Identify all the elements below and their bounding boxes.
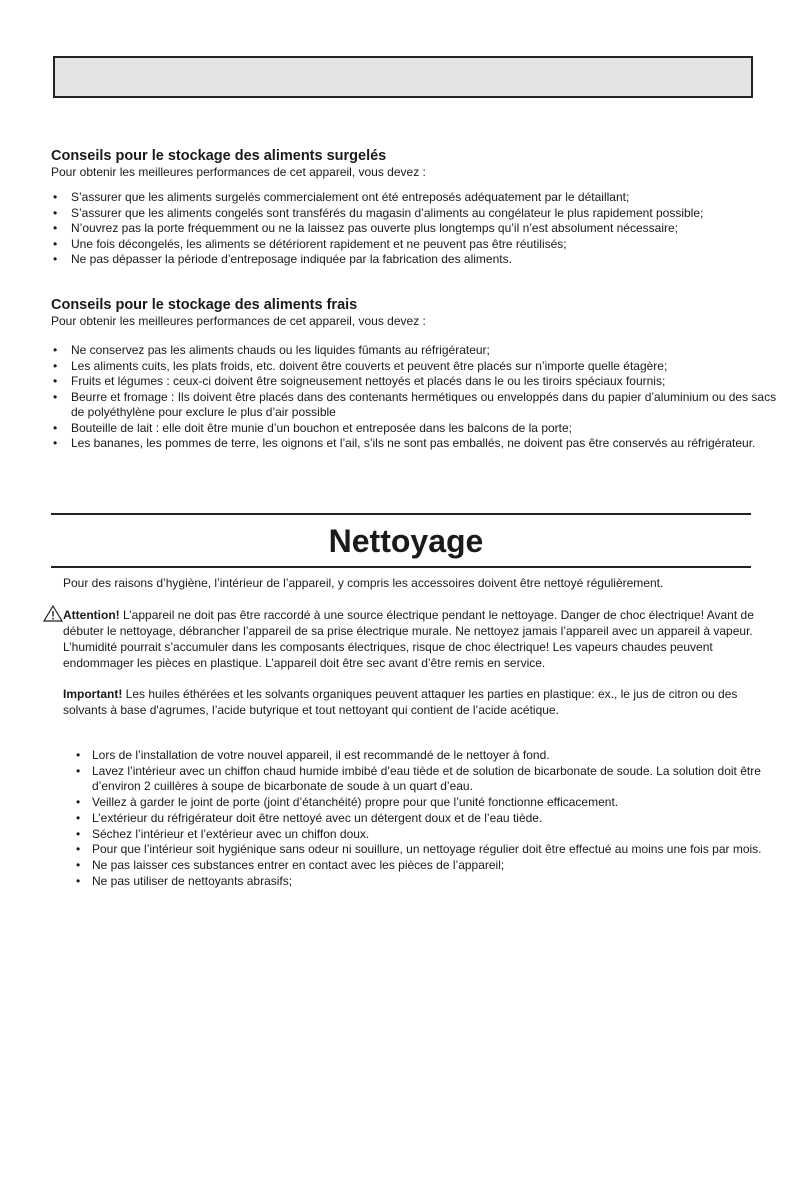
list-item: • Lavez l’intérieur avec un chiffon chaud humide imbibé d’eau tiède et de solution de bicarbonate de soude. La solution doit être d’environ 2 cuillères à soupe de bicarbonate de soude à un quart d’eau. (76, 764, 766, 795)
frozen-section-intro: Pour obtenir les meilleures performances de cet appareil, vous devez : (51, 165, 426, 179)
fresh-section-title: Conseils pour le stockage des aliments frais (51, 297, 358, 313)
list-item: • Ne conservez pas les aliments chauds ou les liquides fûmants au réfrigérateur; (51, 343, 781, 359)
attention-text: L’appareil ne doit pas être raccordé à une source électrique pendant le nettoyage. Danger de choc électrique! Avant de débuter le nettoyage, débrancher l’appareil de sa prise électrique murale. Ne nettoyez jamais l’appareil avec un appareil à vapeur. L’humidité pourrait s’accumuler dans les composants électriques, risque de choc électrique! Les vapeurs chaudes peuvent endommager les pièces en plastique. L’appareil doit être sec avant d’être remis en service. (63, 608, 754, 670)
title-rule-bottom (51, 566, 751, 568)
list-item: • L’extérieur du réfrigérateur doit être nettoyé avec un détergent doux et de l’eau tiède. (76, 811, 766, 827)
list-item: • Une fois décongelés, les aliments se détériorent rapidement et ne peuvent pas être réutilisés; (51, 237, 781, 253)
list-item: • S’assurer que les aliments congelés sont transférés du magasin d’aliments au congélateur le plus rapidement possible; (51, 206, 781, 222)
list-item: • Lors de l’installation de votre nouvel appareil, il est recommandé de le nettoyer à fond. (76, 748, 766, 764)
attention-paragraph (63, 607, 768, 671)
list-item: • Beurre et fromage : Ils doivent être placés dans des contenants hermétiques ou enveloppés dans du papier d’aluminium ou des sacs de polyéthylène pour exclure le plus d’air possible (51, 390, 781, 421)
list-item: • Séchez l’intérieur et l’extérieur avec un chiffon doux. (76, 827, 766, 843)
attention-label: Attention! (63, 608, 120, 622)
list-item: • Ne pas laisser ces substances entrer en contact avec les pièces de l’appareil; (76, 858, 766, 874)
cleaning-title: Nettoyage (328, 523, 484, 559)
important-paragraph (63, 686, 768, 718)
frozen-foods-section (51, 148, 781, 268)
fresh-tips-list (51, 343, 781, 452)
header-box (53, 56, 753, 98)
cleaning-steps-list (76, 748, 766, 889)
list-item: • Bouteille de lait : elle doit être munie d’un bouchon et entreposée dans les balcons de la porte; (51, 421, 781, 437)
list-item: • Veillez à garder le joint de porte (joint d’étanchéité) propre pour que l’unité fonctionne efficacement. (76, 795, 766, 811)
list-item: • Pour que l’intérieur soit hygiénique sans odeur ni souillure, un nettoyage régulier doit être effectué au moins une fois par mois. (76, 842, 766, 858)
frozen-tips-list (51, 190, 781, 268)
title-rule-top (51, 513, 751, 515)
fresh-section-intro: Pour obtenir les meilleures performances de cet appareil, vous devez : (51, 314, 426, 328)
important-text: Les huiles éthérées et les solvants organiques peuvent attaquer les parties en plastique: ex., le jus de citron ou des solvants à base d'agrumes, l’acide butyrique et tout nettoyant qui contient de l’acide acétique. (63, 687, 738, 717)
fresh-foods-section (51, 297, 781, 452)
list-item: • Les bananes, les pommes de terre, les oignons et l’ail, s’ils ne sont pas emballés, ne doivent pas être conservés au réfrigérateur. (51, 436, 781, 452)
list-item: • Les aliments cuits, les plats froids, etc. doivent être couverts et peuvent être placés sur n’importe quelle étagère; (51, 359, 781, 375)
hygiene-paragraph: Pour des raisons d’hygiène, l’intérieur de l’appareil, y compris les accessoires doivent être nettoyé régulièrement. (63, 576, 664, 590)
list-item: • Fruits et légumes : ceux-ci doivent être soigneusement nettoyés et placés dans le ou les tiroirs spéciaux fournis; (51, 374, 781, 390)
cleaning-steps (76, 748, 766, 889)
warning-icon (43, 605, 63, 622)
list-item: • Ne pas dépasser la période d’entreposage indiquée par la fabrication des aliments. (51, 252, 781, 268)
frozen-section-title: Conseils pour le stockage des aliments surgelés (51, 148, 387, 164)
list-item: • S’assurer que les aliments surgelés commercialement ont été entreposés adéquatement par le détaillant; (51, 190, 781, 206)
list-item: • Ne pas utiliser de nettoyants abrasifs; (76, 874, 766, 890)
important-label: Important! (63, 687, 123, 701)
list-item: • N’ouvrez pas la porte fréquemment ou ne la laissez pas ouverte plus longtemps qu’il n’est absolument nécessaire; (51, 221, 781, 237)
